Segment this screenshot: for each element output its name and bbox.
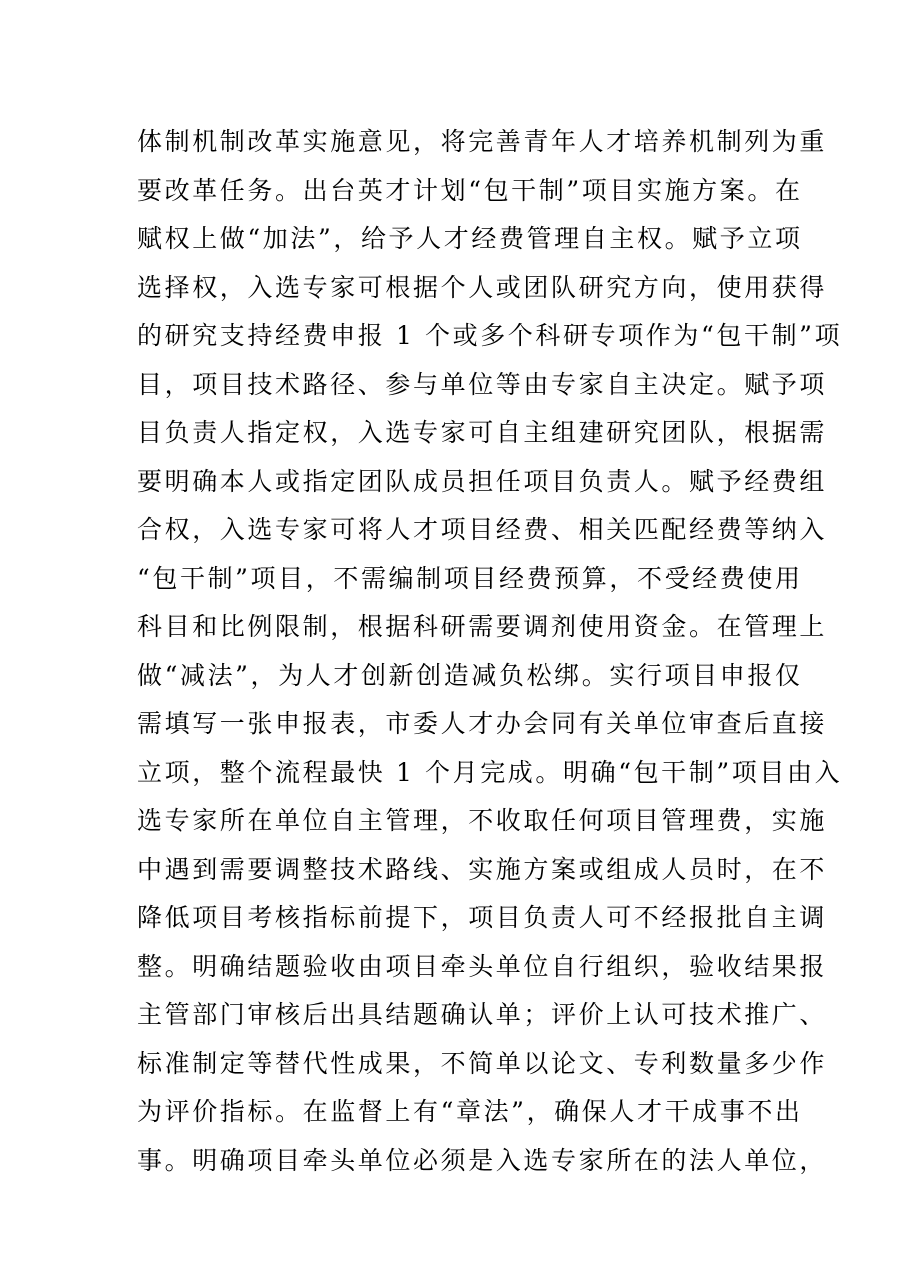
body-paragraph [137,118,843,1185]
text-line: 赋权上做“加法”，给予人才经费管理自主权。赋予立项 [137,224,803,253]
text-line: 要明确本人或指定团队成员担任项目负责人。赋予经费组 [137,466,828,496]
text-line: 降低项目考核指标前提下，项目负责人可不经报批自主调 [137,903,828,932]
text-line: 目，项目技术路径、参与单位等由专家自主决定。赋予项 [137,369,828,399]
text-line: 合权，入选专家可将人才项目经费、相关匹配经费等纳入 [137,515,828,544]
text-line: 中遇到需要调整技术路线、实施方案或组成人员时，在不 [137,854,828,884]
text-line: 标准制定等替代性成果，不简单以论文、专利数量多少作 [137,1048,828,1078]
text-line: 需填写一张申报表，市委人才办会同有关单位审查后直接 [137,709,828,738]
text-line: 选专家所在单位自主管理，不收取任何项目管理费，实施 [137,806,828,835]
text-line: 要改革任务。出台英才计划“包干制”项目实施方案。在 [137,175,803,205]
text-line: 的研究支持经费申报 1 个或多个科研专项作为“包干制”项 [137,321,843,350]
text-line: 做“减法”，为人才创新创造减负松绑。实行项目申报仅 [137,660,803,690]
text-line: 科目和比例限制，根据科研需要调剂使用资金。在管理上 [137,612,828,641]
text-line: 事。明确项目牵头单位必须是入选专家所在的法人单位， [137,1145,828,1175]
text-line: 整。明确结题验收由项目牵头单位自行组织，验收结果报 [137,951,828,981]
text-line: “包干制”项目，不需编制项目经费预算，不受经费使用 [137,563,803,593]
text-line: 体制机制改革实施意见，将完善青年人才培养机制列为重 [137,127,828,156]
text-line: 目负责人指定权，入选专家可自主组建研究团队，根据需 [137,418,828,447]
text-line: 立项，整个流程最快 1 个月完成。明确“包干制”项目由入 [137,757,843,787]
text-line: 选择权，入选专家可根据个人或团队研究方向，使用获得 [137,272,828,302]
text-line: 主管部门审核后出具结题确认单；评价上认可技术推广、 [137,1000,828,1029]
text-line: 为评价指标。在监督上有“章法”，确保人才干成事不出 [137,1097,803,1126]
